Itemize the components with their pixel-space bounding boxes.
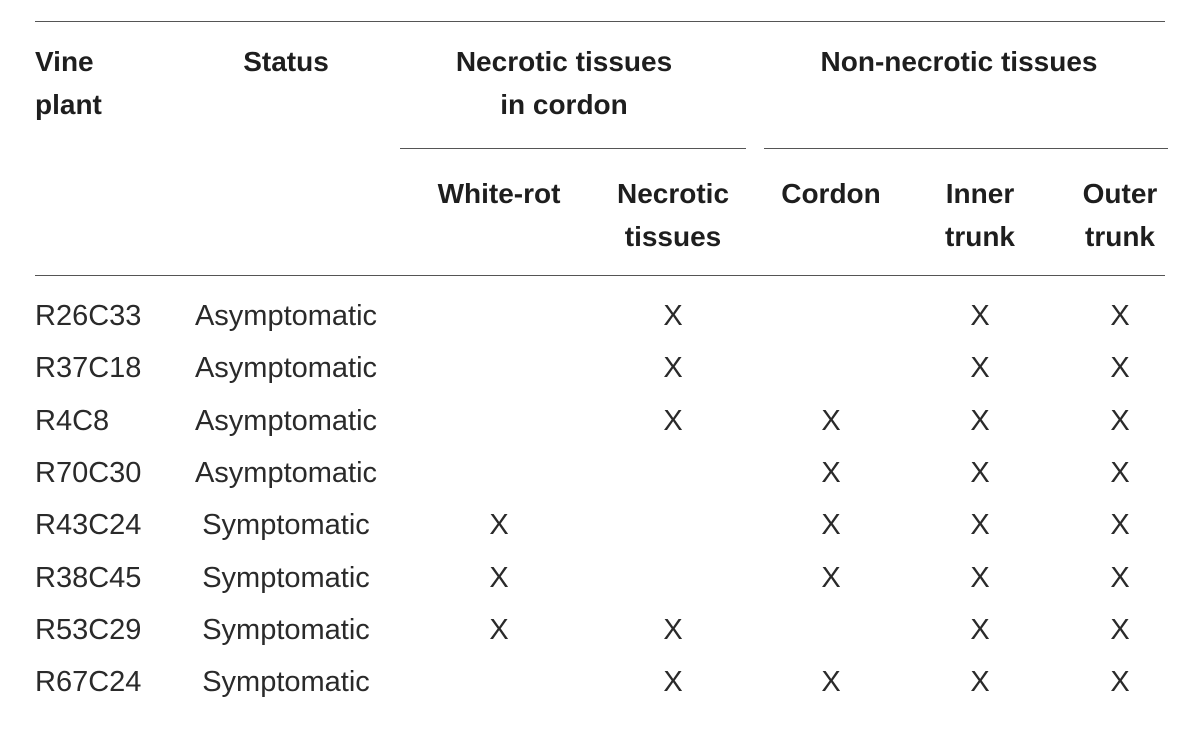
cell-vine-plant: R70C30 — [35, 457, 142, 489]
cell-inner-trunk: X — [970, 300, 990, 332]
cell-vine-plant: R38C45 — [35, 562, 142, 594]
cell-white-rot: X — [489, 509, 509, 541]
cell-status: Asymptomatic — [194, 300, 378, 332]
cell-vine-plant: R43C24 — [35, 509, 142, 541]
cell-outer-trunk: X — [1110, 614, 1130, 646]
header-status: Status — [243, 46, 329, 77]
cell-outer-trunk: X — [1110, 352, 1130, 384]
cell-inner-trunk: X — [970, 614, 990, 646]
non-necrotic-group-rule — [764, 148, 1168, 149]
header-white-rot: White-rot — [437, 178, 561, 209]
cell-status: Asymptomatic — [194, 405, 378, 437]
cell-necrotic-tissues: X — [663, 300, 683, 332]
cell-cordon: X — [821, 405, 841, 437]
cell-necrotic-tissues: X — [663, 614, 683, 646]
cell-status: Asymptomatic — [194, 352, 378, 384]
necrotic-group-rule — [400, 148, 746, 149]
header-bottom-rule — [35, 275, 1165, 276]
cell-inner-trunk: X — [970, 562, 990, 594]
cell-outer-trunk: X — [1110, 562, 1130, 594]
cell-status: Asymptomatic — [194, 457, 378, 489]
cell-cordon: X — [821, 457, 841, 489]
cell-cordon: X — [821, 666, 841, 698]
header-group-non-necrotic: Non-necrotic tissues — [820, 46, 1098, 77]
cell-necrotic-tissues: X — [663, 352, 683, 384]
header-outer-trunk: Outer trunk — [1082, 178, 1158, 252]
cell-inner-trunk: X — [970, 457, 990, 489]
cell-vine-plant: R4C8 — [35, 405, 110, 437]
cell-vine-plant: R37C18 — [35, 352, 142, 384]
cell-cordon: X — [821, 562, 841, 594]
cell-inner-trunk: X — [970, 352, 990, 384]
header-group-necrotic: Necrotic tissues in cordon — [455, 46, 673, 120]
cell-vine-plant: R67C24 — [35, 666, 142, 698]
header-cordon: Cordon — [781, 178, 881, 209]
cell-vine-plant: R53C29 — [35, 614, 142, 646]
cell-white-rot: X — [489, 562, 509, 594]
cell-inner-trunk: X — [970, 405, 990, 437]
cell-outer-trunk: X — [1110, 300, 1130, 332]
cell-vine-plant: R26C33 — [35, 300, 142, 332]
top-rule — [35, 21, 1165, 22]
cell-status: Symptomatic — [202, 666, 370, 698]
header-necrotic-tissues: Necrotic tissues — [616, 178, 730, 252]
cell-outer-trunk: X — [1110, 666, 1130, 698]
cell-white-rot: X — [489, 614, 509, 646]
cell-necrotic-tissues: X — [663, 405, 683, 437]
cell-status: Symptomatic — [202, 509, 370, 541]
cell-outer-trunk: X — [1110, 405, 1130, 437]
header-vine-plant: Vine plant — [35, 46, 102, 120]
cell-inner-trunk: X — [970, 666, 990, 698]
cell-inner-trunk: X — [970, 509, 990, 541]
cell-status: Symptomatic — [202, 562, 370, 594]
cell-necrotic-tissues: X — [663, 666, 683, 698]
header-inner-trunk: Inner trunk — [945, 178, 1015, 252]
cell-outer-trunk: X — [1110, 509, 1130, 541]
cell-cordon: X — [821, 509, 841, 541]
cell-status: Symptomatic — [202, 614, 370, 646]
cell-outer-trunk: X — [1110, 457, 1130, 489]
